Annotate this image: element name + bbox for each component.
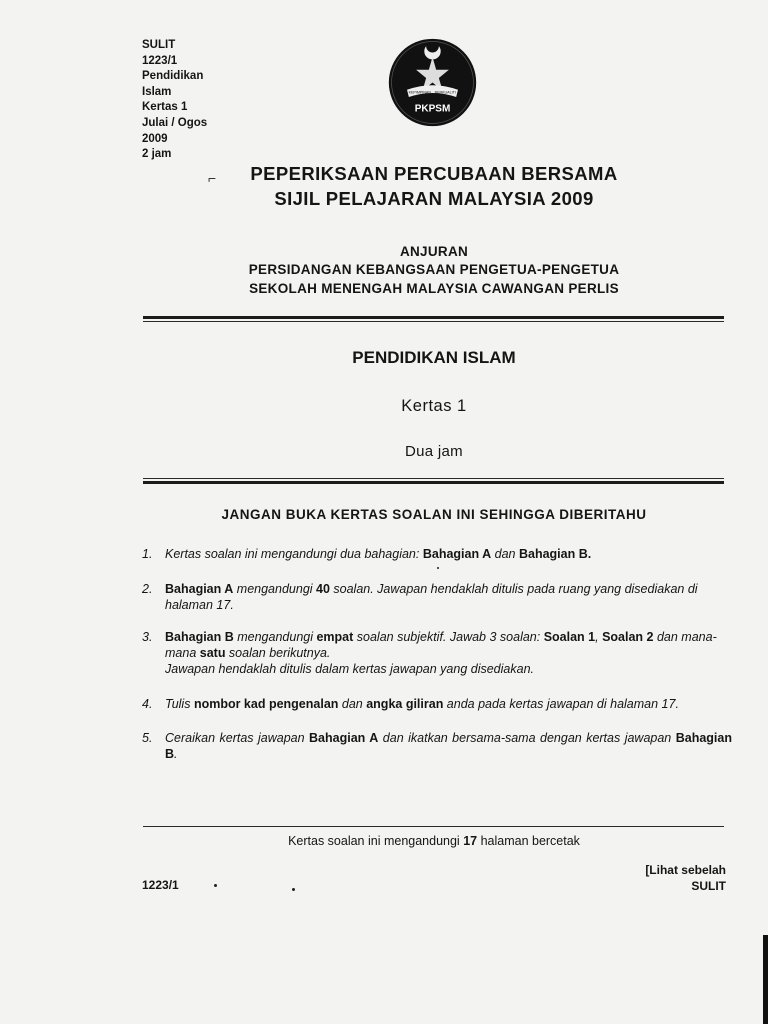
italic-text: anda pada kertas jawapan di halaman 17. (443, 697, 679, 711)
note-suffix: halaman bercetak (477, 834, 580, 848)
italic-text: soalan. Jawapan hendaklah ditulis pada ruang yang disediakan di halaman 17. (165, 582, 698, 612)
emphasis-text: Bahagian A (422, 547, 492, 561)
italic-text: Jawapan hendaklah ditulis dalam kertas jawapan yang disediakan. (165, 661, 534, 676)
pkpsm-logo (387, 37, 478, 128)
duration-label: Dua jam (405, 443, 463, 460)
speck (437, 567, 439, 569)
instruction-item (142, 731, 732, 763)
italic-text: dan mana-mana (165, 630, 717, 660)
instruction-text (165, 731, 732, 763)
instruction-number: 5. (142, 731, 153, 745)
logo-band-right: BERKUALITI (434, 90, 456, 95)
italic-text: dan (338, 697, 367, 711)
see-next-page: [Lihat sebelah (645, 863, 726, 877)
speck (214, 884, 217, 887)
instruction-text (165, 630, 732, 677)
organizer-line3: SEKOLAH MENENGAH MALAYSIA CAWANGAN PERLIS (249, 281, 619, 296)
footer-right (645, 862, 726, 894)
instruction-item (142, 582, 732, 614)
emphasis-text: angka giliran (366, 697, 444, 711)
emphasis-text: Bahagian B (165, 731, 732, 761)
emphasis-text: 40 (316, 582, 330, 596)
italic-text: mengandungi (233, 630, 317, 644)
italic-text: Kertas soalan ini mengandungi dua bahagian: (165, 547, 423, 561)
italic-text: Tulis (165, 697, 194, 711)
organizer-line2: PERSIDANGAN KEBANGSAAN PENGETUA-PENGETUA (248, 262, 620, 277)
divider-rule (143, 321, 724, 322)
note-prefix: Kertas soalan ini mengandungi (288, 834, 464, 848)
organizer-label: ANJURAN (399, 244, 469, 259)
warning-notice: JANGAN BUKA KERTAS SOALAN INI SEHINGGA DIBERITAHU (221, 507, 647, 522)
logo-band-left: KEPIMPINAN (408, 90, 431, 95)
page-count: 17 (463, 834, 478, 848)
paper-label: Kertas 1 (401, 397, 467, 415)
header-line: Pendidikan (142, 70, 204, 83)
italic-text: Ceraikan kertas jawapan (165, 731, 310, 745)
italic-text: soalan subjektif. Jawab 3 soalan: (353, 630, 544, 644)
header-line: Islam (142, 85, 172, 98)
header-line: 2 jam (142, 148, 172, 161)
logo-text: PKPSM (414, 103, 451, 115)
italic-text: dan ikatkan bersama-sama dengan kertas jawapan (378, 731, 676, 745)
instruction-number: 1. (142, 547, 153, 561)
instruction-text (165, 582, 732, 614)
sulit-label: SULIT (691, 879, 726, 893)
instruction-number: 2. (142, 582, 153, 596)
header-line: SULIT (142, 39, 176, 51)
instruction-item (142, 547, 732, 563)
page-count-note (0, 834, 768, 848)
scan-edge (763, 935, 768, 1024)
emphasis-text: Soalan 2 (602, 630, 654, 644)
subject-title: PENDIDIKAN ISLAM (352, 348, 516, 367)
emphasis-text: Bahagian B. (518, 547, 592, 561)
speck (292, 888, 295, 891)
footer-rule (143, 826, 724, 827)
emphasis-text: satu (199, 645, 226, 660)
stray-mark: ⌐ (208, 170, 217, 186)
header-line: 1223/1 (142, 54, 178, 67)
italic-text: , (595, 630, 603, 644)
header-line: Julai / Ogos (142, 116, 208, 129)
emphasis-text: Bahagian A (165, 582, 234, 596)
instruction-text (165, 547, 732, 563)
divider-rule (143, 478, 724, 479)
instruction-number: 3. (142, 630, 153, 644)
divider-rule (143, 316, 724, 319)
instruction-number: 4. (142, 697, 153, 711)
italic-text: soalan berikutnya. (225, 645, 331, 660)
italic-text: dan (491, 547, 519, 561)
header-line: 2009 (142, 132, 168, 145)
header-line: Kertas 1 (142, 101, 188, 114)
emphasis-text: Bahagian B (165, 630, 234, 644)
exam-title-line2: SIJIL PELAJARAN MALAYSIA 2009 (274, 188, 594, 209)
instruction-item (142, 630, 732, 677)
italic-text: . (174, 746, 178, 761)
emphasis-text: Soalan 1 (543, 630, 596, 644)
emphasis-text: empat (316, 630, 354, 644)
header-info (142, 38, 207, 163)
divider-rule (143, 481, 724, 484)
instruction-item (142, 697, 732, 713)
emphasis-text: nombor kad pengenalan (193, 697, 339, 711)
paper-code: 1223/1 (142, 878, 179, 892)
emphasis-text: Bahagian A (309, 731, 379, 745)
italic-text: mengandungi (233, 582, 317, 596)
instruction-text (165, 697, 732, 713)
exam-title-line1: PEPERIKSAAN PERCUBAAN BERSAMA (250, 163, 618, 184)
